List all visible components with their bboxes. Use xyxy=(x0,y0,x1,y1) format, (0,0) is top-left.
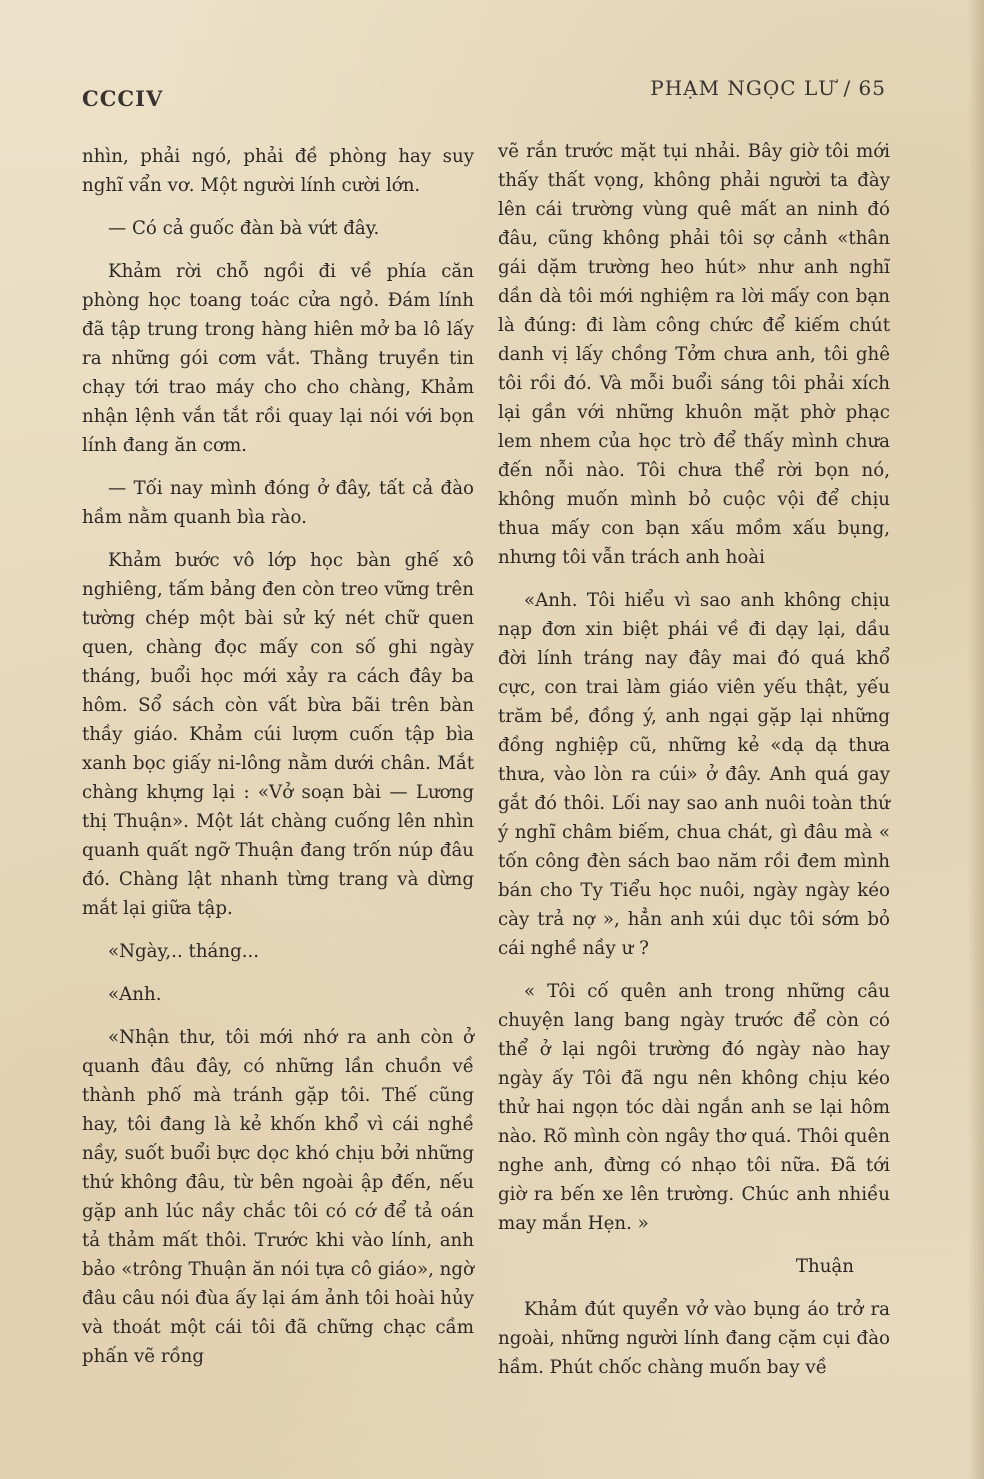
page-edge-shadow xyxy=(968,0,984,1479)
page-number: / 65 xyxy=(843,76,886,100)
paragraph: nhìn, phải ngó, phải đề phòng hay suy nghĩ vẩn vơ. Một người lính cười lớn. xyxy=(82,146,474,196)
letter-date-line: «Ngày,.. tháng... xyxy=(108,941,260,962)
left-text-column xyxy=(82,142,474,1385)
paragraph: Khảm bước vô lớp học bàn ghế xô nghiêng, tấm bảng đen còn treo vững trên tường chép một bài sử ký nét chữ quen quen, chàng đọc mấy con số ghi ngày tháng, buổi học mới xảy ra cách đây ba hôm. Sổ sách còn vất bừa bãi trên bàn thầy giáo. Khảm cúi lượm cuốn tập bìa xanh bọc giấy ni-lông nằm dưới chân. Mắt chàng khựng lại : «Vở soạn bài — Lương thị Thuận». Một lát chàng cuống lên nhìn quanh quất ngỡ Thuận đang trốn núp đâu đó. Chàng lật nhanh từng trang và dừng mắt lại giữa tập. xyxy=(82,550,474,919)
paragraph: Khảm đút quyển vở vào bụng áo trở ra ngoài, những người lính đang cặm cụi đào hầm. Phút chốc chàng muốn bay về xyxy=(498,1299,890,1378)
paragraph: «Nhận thư, tôi mới nhớ ra anh còn ở quanh đâu đây, có những lần chuồn về thành phố mà tránh gặp tôi. Thế cũng hay, tôi đang là kẻ khốn khổ vì cái nghề nầy, suốt buổi bực dọc khó chịu bởi những thứ không đâu, từ bên ngoài ập đến, nếu gặp anh lúc nầy chắc tôi có cớ để tả oán tả thảm mất thôi. Trước khi vào lính, anh bảo «trông Thuận ăn nói tựa cô giáo», ngờ đâu câu nói đùa ấy lại ám ảnh tôi hoài hủy và thoát một cái tôi đã chững chạc cầm phấn vẽ rồng xyxy=(82,1027,474,1367)
page-header-right xyxy=(650,76,886,100)
letter-signature: Thuận xyxy=(795,1256,854,1277)
letter-salutation: «Anh. xyxy=(108,984,162,1005)
paragraph: « Tôi cố quên anh trong những câu chuyện lang bang ngày trước để còn có thể ở lại ngôi trường đó ngày nào hay ngày ấy Tôi đã ngu nên không chịu kéo thử hai ngọn tóc dài ngắn anh se lại hôm nào. Rõ mình còn ngây thơ quá. Thôi quên nghe anh, đừng có nhạo tôi nữa. Đã tới giờ ra bến xe lên trường. Chúc anh nhiều may mắn Hẹn. » xyxy=(498,981,890,1234)
paragraph: — Có cả guốc đàn bà vứt đây. xyxy=(108,218,380,239)
paragraph: «Anh. Tôi hiểu vì sao anh không chịu nạp đơn xin biệt phái về đi dạy lại, dầu đời lính tráng nay đây mai đó quá khổ cực, con trai làm giáo viên yếu thật, yếu trăm bề, đồng ý, anh ngại gặp lại những đồng nghiệp cũ, những kẻ «dạ dạ thưa thưa, vào lòn ra cúi» ở đây. Anh quá gay gắt đó thôi. Lối nay sao anh nuôi toàn thứ ý nghĩ châm biếm, chua chát, gì đâu mà « tốn công đèn sách bao năm rồi đem mình bán cho Ty Tiểu học nuôi, ngày ngày kéo cày trả nợ », hẳn anh xúi dục tôi sớm bỏ cái nghề nầy ư ? xyxy=(498,590,890,959)
paragraph: vẽ rắn trước mặt tụi nhải. Bây giờ tôi mới thấy thất vọng, không phải người ta đày lên cái trường vùng quê mất an ninh đó đâu, cũng không phải tôi sợ cảnh «thân gái dặm trường heo hút» như anh nghĩ dần dà tôi mới nghiệm ra lời mấy con bạn là đúng: đi làm công chức để kiếm chút danh vị lấy chồng Tởm chưa anh, tôi ghê tôi rồi đó. Và mỗi buổi sáng tôi phải xích lại gần với những khuôn mặt phờ phạc lem nhem của học trò để thấy mình chưa đến nỗi nào. Tôi chưa thể rời bọn nó, không muốn mình bỏ cuộc vội để chịu thua mấy con bạn xấu mồm xấu bụng, nhưng tôi vẫn trách anh hoài xyxy=(498,141,890,568)
right-text-column xyxy=(498,137,890,1396)
paragraph: Khảm rời chỗ ngồi đi về phía căn phòng học toang toác cửa ngỏ. Đám lính đã tập trung trong hàng hiên mở ba lô lấy ra những gói cơm vắt. Thằng truyền tin chạy tới trao máy cho cho chàng, Khảm nhận lệnh vắn tắt rồi quay lại nói với bọn lính đang ăn cơm. xyxy=(82,261,474,456)
paragraph: — Tối nay mình đóng ở đây, tất cả đào hầm nằm quanh bìa rào. xyxy=(82,478,474,528)
page-header-left: CCCIV xyxy=(82,86,164,111)
author-name: PHẠM NGỌC LƯ xyxy=(650,76,837,100)
